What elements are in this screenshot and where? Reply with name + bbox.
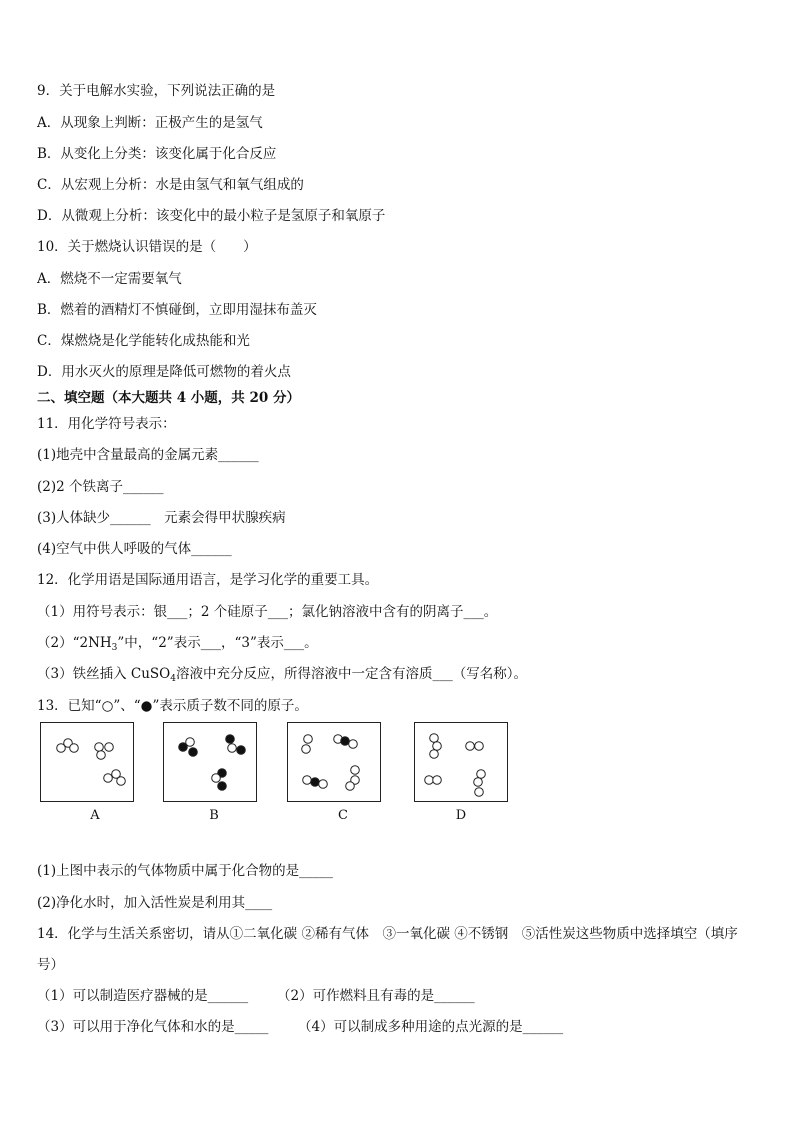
q12-item-3 xyxy=(37,665,527,688)
q9-option-d: D．从微观上分析：该变化中的最小粒子是氢原子和氧原子 xyxy=(37,208,386,224)
q10-option-d: D．用水灭火的原理是降低可燃物的着火点 xyxy=(37,364,291,380)
q12-item-2-subscript: 3 xyxy=(111,643,118,653)
q12-item-3-part-a: （3）铁丝插入 CuSO xyxy=(37,666,171,682)
diagram-label-a: A xyxy=(90,808,100,823)
q11-stem: 11．用化学符号表示： xyxy=(37,416,176,432)
diagram-label-c: C xyxy=(338,808,348,823)
q14-item-4: （4）可以制成多种用途的点光源的是______ xyxy=(298,1019,564,1035)
q10-stem: 10．关于燃烧认识错误的是（ ） xyxy=(37,239,257,255)
q9-option-a: A．从现象上判断：正极产生的是氢气 xyxy=(37,115,263,131)
q14-stem-line-1: 14．化学与生活关系密切，请从①二氧化碳 ②稀有气体 ③一氧化碳 ④不锈钢 ⑤活性炭这些物质中选择填空（填序 xyxy=(37,926,738,942)
q14-item-2: （2）可作燃料且有毒的是______ xyxy=(277,988,475,1004)
q12-item-2-part-a: （2）“2NH xyxy=(37,635,112,651)
diagram-label-b: B xyxy=(209,808,219,823)
section-heading: 二、填空题（本大题共 4 小题，共 20 分） xyxy=(37,390,300,406)
q12-item-2-part-b: ”中，“2”表示___，“3”表示___。 xyxy=(117,635,318,651)
diagram-box-d xyxy=(414,722,508,802)
q9-stem: 9．关于电解水实验，下列说法正确的是 xyxy=(37,83,276,99)
q9-option-b: B．从变化上分类：该变化属于化合反应 xyxy=(37,146,277,162)
q14-item-3: （3）可以用于净化气体和水的是_____ xyxy=(37,1019,269,1035)
q9-option-c: C．从宏观上分析：水是由氢气和氧气组成的 xyxy=(37,177,304,193)
q12-item-2 xyxy=(37,634,318,657)
q11-item-1: (1)地壳中含量最高的金属元素______ xyxy=(37,447,259,463)
q14-stem-line-2: 号） xyxy=(37,957,64,973)
q12-item-3-subscript: 4 xyxy=(170,674,176,684)
diagram-label-d: D xyxy=(455,808,467,823)
q13-item-1: (1)上图中表示的气体物质中属于化合物的是_____ xyxy=(37,863,333,879)
q10-option-b: B．燃着的酒精灯不慎碰倒，立即用湿抹布盖灭 xyxy=(37,302,317,318)
molecule-diagram-a xyxy=(41,723,135,803)
q10-option-a: A．燃烧不一定需要氧气 xyxy=(37,271,182,287)
q10-option-c: C．煤燃烧是化学能转化成热能和光 xyxy=(37,333,250,349)
q12-item-1: （1）用符号表示：银___；2 个硅原子___；氯化钠溶液中含有的阴离子___。 xyxy=(37,604,498,620)
q14-item-1: （1）可以制造医疗器械的是______ xyxy=(37,988,249,1004)
molecule-diagram-c xyxy=(288,723,382,803)
diagram-box-a xyxy=(40,722,134,802)
q13-item-2: (2)净化水时，加入活性炭是利用其____ xyxy=(37,895,273,911)
diagram-box-b xyxy=(163,722,257,802)
q13-stem: 13．已知“○”、“●”表示质子数不同的原子。 xyxy=(37,698,308,714)
molecule-diagram-b xyxy=(164,723,258,803)
q12-stem: 12．化学用语是国际通用语言，是学习化学的重要工具。 xyxy=(37,572,379,588)
q11-item-3: (3)人体缺少______ 元素会得甲状腺疾病 xyxy=(37,510,286,526)
q12-item-3-part-b: 溶液中充分反应，所得溶液中一定含有溶质___（写名称）。 xyxy=(175,666,527,682)
q11-item-2: (2)2 个铁离子______ xyxy=(37,479,164,495)
q11-item-4: (4)空气中供人呼吸的气体______ xyxy=(37,541,232,557)
molecule-diagram-d xyxy=(415,723,509,803)
diagram-box-c xyxy=(287,722,381,802)
